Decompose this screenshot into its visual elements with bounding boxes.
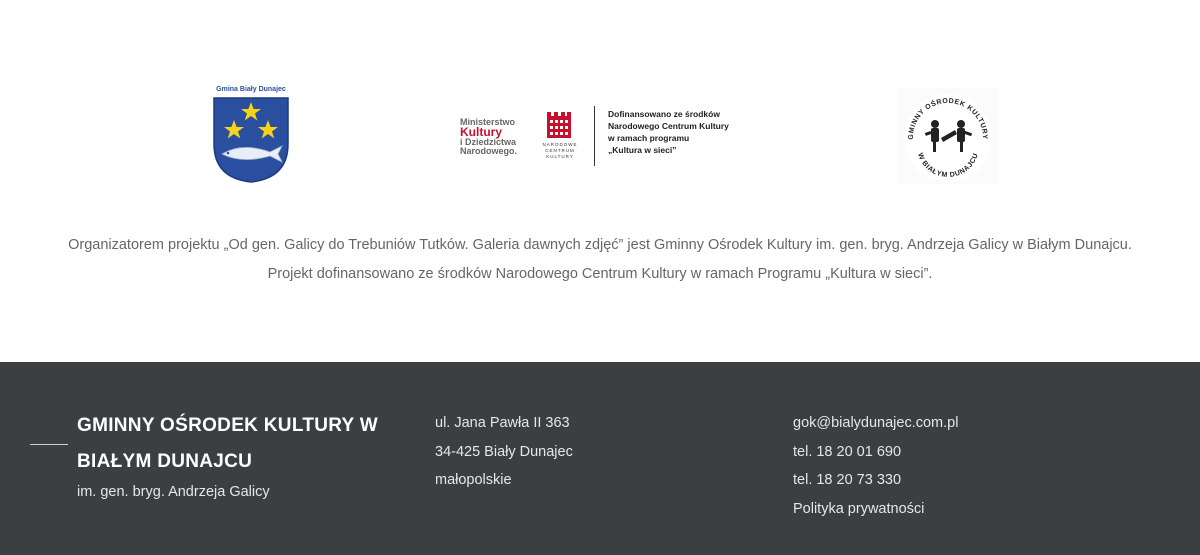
mk-line-3: i Dziedzictwa	[460, 137, 517, 147]
gok-ring-bottom: W BIAŁYM DUNAJCU	[915, 152, 980, 180]
mk-line-1: Ministerstwo	[460, 117, 516, 127]
mk-line-2: Kultury	[460, 125, 502, 139]
nck-building-icon	[544, 110, 574, 140]
ministerstwo-wordmark	[460, 118, 517, 156]
ministerstwo-nck-logo[interactable]	[458, 106, 748, 168]
footer-org	[77, 408, 407, 500]
email-link[interactable]: gok@bialydunajec.com.pl	[793, 415, 959, 431]
address-street: ul. Jana Pawła II 363	[435, 415, 570, 431]
phone-link-1[interactable]: tel. 18 20 01 690	[793, 443, 902, 460]
footer-contact	[793, 409, 958, 523]
nck-label: NARODOWE CENTRUM KULTURY	[542, 142, 578, 159]
site-footer	[0, 362, 1200, 555]
footer-address	[435, 409, 573, 495]
coat-of-arms-icon	[212, 96, 290, 184]
nck-mark	[542, 110, 578, 164]
address-region: małopolskie	[435, 472, 512, 488]
logo-divider	[594, 106, 595, 166]
phone-link-2[interactable]: tel. 18 20 73 330	[793, 472, 902, 488]
gok-seal-icon	[897, 88, 999, 184]
footer-org-name: GMINNY OŚRODEK KULTURY W BIAŁYM DUNAJCU	[77, 415, 379, 472]
gok-bialy-dunajec-logo[interactable]	[897, 88, 999, 184]
project-organizer-note: Organizatorem projektu „Od gen. Galicy do Trebuniów Tutków. Galeria dawnych zdjęć” jest Gminny Ośrodek Kultury im. gen. bryg. Andrzeja Galicy w Białym Dunajcu. Projekt dofinansowano ze środków Narodowego Centrum Kultury w ramach Programu „Kultura w sieci”.	[68, 237, 1132, 282]
funding-statement: Dofinansowano ze środków Narodowego Centrum Kultury w ramach programu „Kultura w sieci”	[608, 109, 729, 155]
mk-line-4: Narodowego.	[460, 146, 518, 156]
address-city: 34-425 Biały Dunajec	[435, 443, 573, 460]
gmina-bialy-dunajec-logo[interactable]	[208, 86, 294, 186]
privacy-policy-link[interactable]: Polityka prywatności	[793, 500, 925, 517]
footer-org-subtitle: im. gen. bryg. Andrzeja Galicy	[77, 484, 270, 500]
gok-ring-top: GMINNY OŚRODEK KULTURY	[907, 97, 989, 140]
footer-accent-line	[30, 444, 68, 445]
gmina-logo-caption: Gmina Biały Dunajec	[216, 86, 286, 93]
